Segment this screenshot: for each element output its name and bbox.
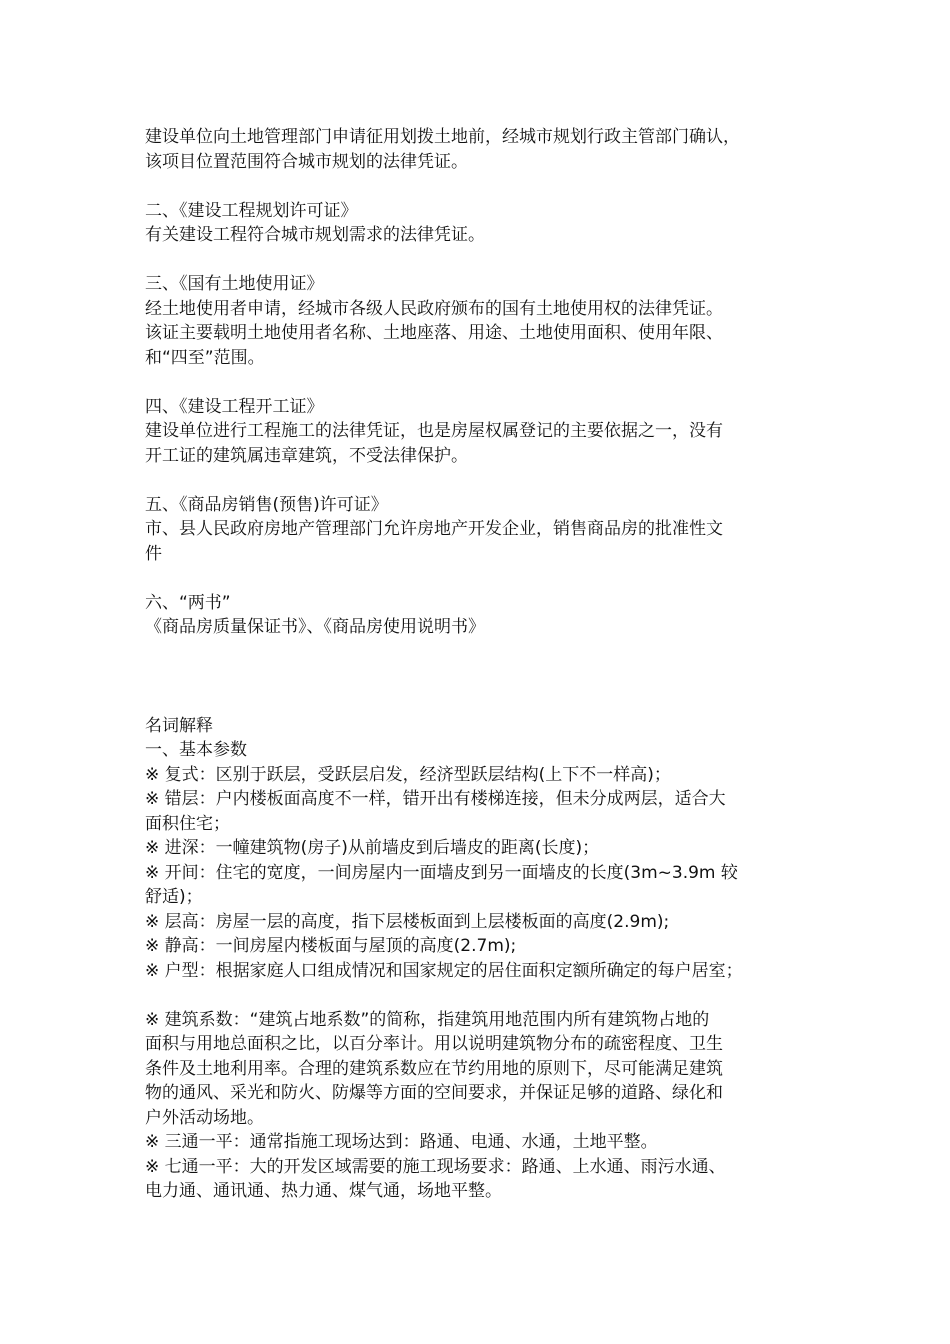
glossary-line: ※ 户型：根据家庭人口组成情况和国家规定的居住面积定额所确定的每户居室； (145, 960, 743, 981)
paragraph-line: 建设单位向土地管理部门申请征用划拨土地前，经城市规划行政主管部门确认， (145, 127, 740, 147)
glossary-line: 电力通、通讯通、热力通、煤气通，场地平整。 (145, 1181, 502, 1201)
glossary-line: ※ 开间：住宅的宽度，一间房屋内一面墙皮到另一面墙皮的长度(3m~3.9m 较 (145, 862, 738, 883)
glossary-line: 条件及土地利用率。合理的建筑系数应在节约用地的原则下，尽可能满足建筑 (145, 1058, 723, 1079)
paragraph-line: 建设单位进行工程施工的法律凭证，也是房屋权属登记的主要依据之一，没有 (145, 421, 723, 441)
paragraph-line: 有关建设工程符合城市规划需求的法律凭证。 (145, 225, 485, 245)
glossary-section (145, 714, 815, 1204)
glossary-line: ※ 复式：区别于跃层，受跃层启发，经济型跃层结构(上下不一样高)； (145, 764, 671, 785)
paragraph-line: 市、县人民政府房地产管理部门允许房地产开发企业，销售商品房的批准性文 (145, 519, 723, 539)
glossary-line: 面积住宅； (145, 813, 230, 834)
glossary-line: ※ 层高：房屋一层的高度，指下层楼板面到上层楼板面的高度(2.9m); (145, 911, 670, 932)
section-heading: 二、《建设工程规划许可证》 (145, 200, 358, 221)
glossary-subtitle: 一、基本参数 (145, 740, 247, 760)
glossary-line: ※ 七通一平：大的开发区域需要的施工现场要求：路通、上水通、雨污水通、 (145, 1156, 726, 1177)
glossary-line: 舒适)； (145, 887, 203, 907)
section-4 (145, 395, 815, 469)
paragraph-line: 件 (145, 543, 162, 564)
glossary-line: 面积与用地总面积之比，以百分率计。用以说明建筑物分布的疏密程度、卫生 (145, 1034, 723, 1054)
paragraph-line: 该证主要载明土地使用者名称、土地座落、用途、土地使用面积、使用年限、 (145, 323, 723, 343)
section-6 (145, 591, 815, 640)
paragraph-line: 和“四至”范围。 (145, 347, 265, 368)
section-heading: 五、《商品房销售(预售)许可证》 (145, 494, 388, 515)
glossary-line: ※ 静高：一间房屋内楼板面与屋顶的高度(2.7m); (145, 936, 517, 956)
section-1 (145, 125, 815, 174)
glossary-line: ※ 进深：一幢建筑物(房子)从前墙皮到后墙皮的距离(长度)； (145, 838, 600, 858)
glossary-line: ※ 三通一平：通常指施工现场达到：路通、电通、水通，土地平整。 (145, 1132, 658, 1152)
section-5 (145, 493, 815, 567)
section-heading: 四、《建设工程开工证》 (145, 396, 324, 417)
glossary-line: ※ 建筑系数：“建筑占地系数”的简称，指建筑用地范围内所有建筑物占地的 (145, 1009, 710, 1030)
paragraph-line: 《商品房质量保证书》、《商品房使用说明书》 (145, 617, 485, 637)
section-3 (145, 272, 815, 370)
paragraph-line: 该项目位置范围符合城市规划的法律凭证。 (145, 151, 468, 172)
paragraph-line: 开工证的建筑属违章建筑，不受法律保护。 (145, 445, 468, 466)
glossary-line: 物的通风、采光和防火、防爆等方面的空间要求，并保证足够的道路、绿化和 (145, 1083, 723, 1103)
paragraph-line: 经土地使用者申请，经城市各级人民政府颁布的国有土地使用权的法律凭证。 (145, 298, 723, 319)
section-2 (145, 199, 815, 248)
section-heading: 三、《国有土地使用证》 (145, 274, 324, 294)
glossary-line: 户外活动场地。 (145, 1107, 264, 1128)
glossary-title: 名词解释 (145, 715, 213, 736)
document-page (145, 125, 815, 1204)
glossary-line: ※ 错层：户内楼板面高度不一样，错开出有楼梯连接，但未分成两层，适合大 (145, 789, 726, 809)
section-heading: 六、“两书” (145, 592, 231, 613)
